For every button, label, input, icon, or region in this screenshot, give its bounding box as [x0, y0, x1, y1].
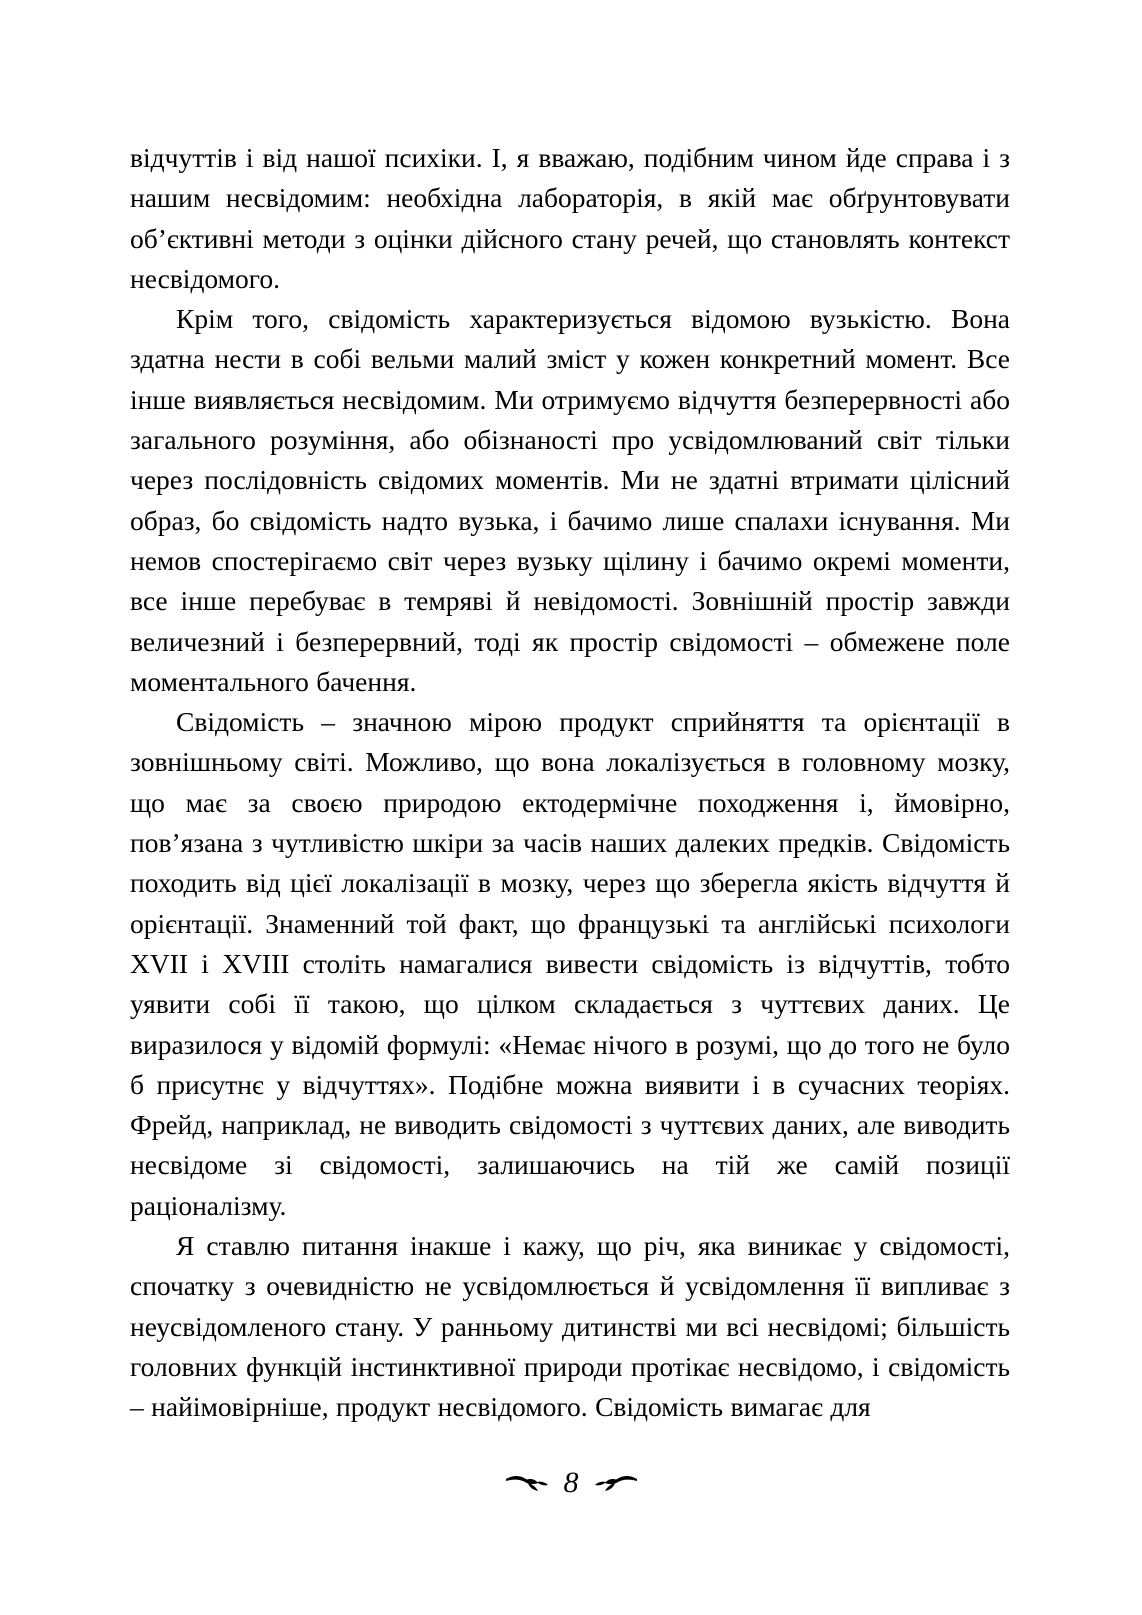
- leaf-flourish-left-icon: [504, 1470, 550, 1496]
- paragraph-2: Крім того, свідомість характеризується відомою вузькістю. Вона здатна нести в собі вельми малий зміст у кожен конкретний момент. Все інше виявляється несвідомим. Ми отримуємо відчуття безперервності або загального розуміння, або обізнаності про усвідомлюваний світ тільки через послідовність свідомих моментів. Ми не здатні втримати цілісний образ, бо свідомість надто вузька, і бачимо лише спалахи існування. Ми немов спостерігаємо світ через вузьку щілину і бачимо окремі моменти, все інше перебуває в темряві й невідомості. Зовнішній простір завжди величезний і безперервний, тоді як простір свідомості – обмежене поле моментального бачення.: [130, 303, 1010, 697]
- paragraph-3: Свідомість – значною мірою продукт сприйняття та орієнтації в зовнішньому світі. Можливо, що вона локалізується в головному мозку, що має за своєю природою ектодермічне походження і, ймовірно, пов’язана з чутливістю шкіри за часів наших далеких предків. Свідомість походить від цієї локалізації в мозку, через що зберегла якість відчуття й орієнтації. Знаменний той факт, що французькі та англійські психологи XVII і XVIII століть намагалися вивести свідомість із відчуттів, тобто уявити собі її такою, що цілком складається з чуттєвих даних. Це виразилося у відомій формулі: «Немає нічого в розумі, що до того не було б присутнє у відчуттях». Подібне можна виявити і в сучасних теоріях. Фрейд, наприклад, не виводить свідомості з чуттєвих даних, але виводить несвідоме зі свідомості, залишаючись на тій же самій позиції раціоналізму.: [130, 706, 1010, 1221]
- page-text-block: [130, 138, 1010, 1428]
- paragraph-1: відчуттів і від нашої психіки. І, я вважаю, подібним чином йде справа і з нашим несвідомим: необхідна лабораторія, в якій має обґрунтовувати об’єктивні методи з оцінки дійсного стану речей, що становлять контекст несвідомого.: [130, 142, 1010, 294]
- paragraph-4: Я ставлю питання інакше і кажу, що річ, яка виникає у свідомості, спочатку з очевидністю не усвідомлюється й усвідомлення її випливає з неусвідомленого стану. У ранньому дитинстві ми всі несвідомі; більшість головних функцій інстинктивної природи протікає несвідомо, і свідомість – найімовірніше, продукт несвідомого. Свідомість вимагає для: [130, 1230, 1010, 1423]
- page-number: 8: [563, 1466, 579, 1499]
- page-footer: [0, 1468, 1142, 1498]
- leaf-flourish-right-icon: [593, 1470, 639, 1496]
